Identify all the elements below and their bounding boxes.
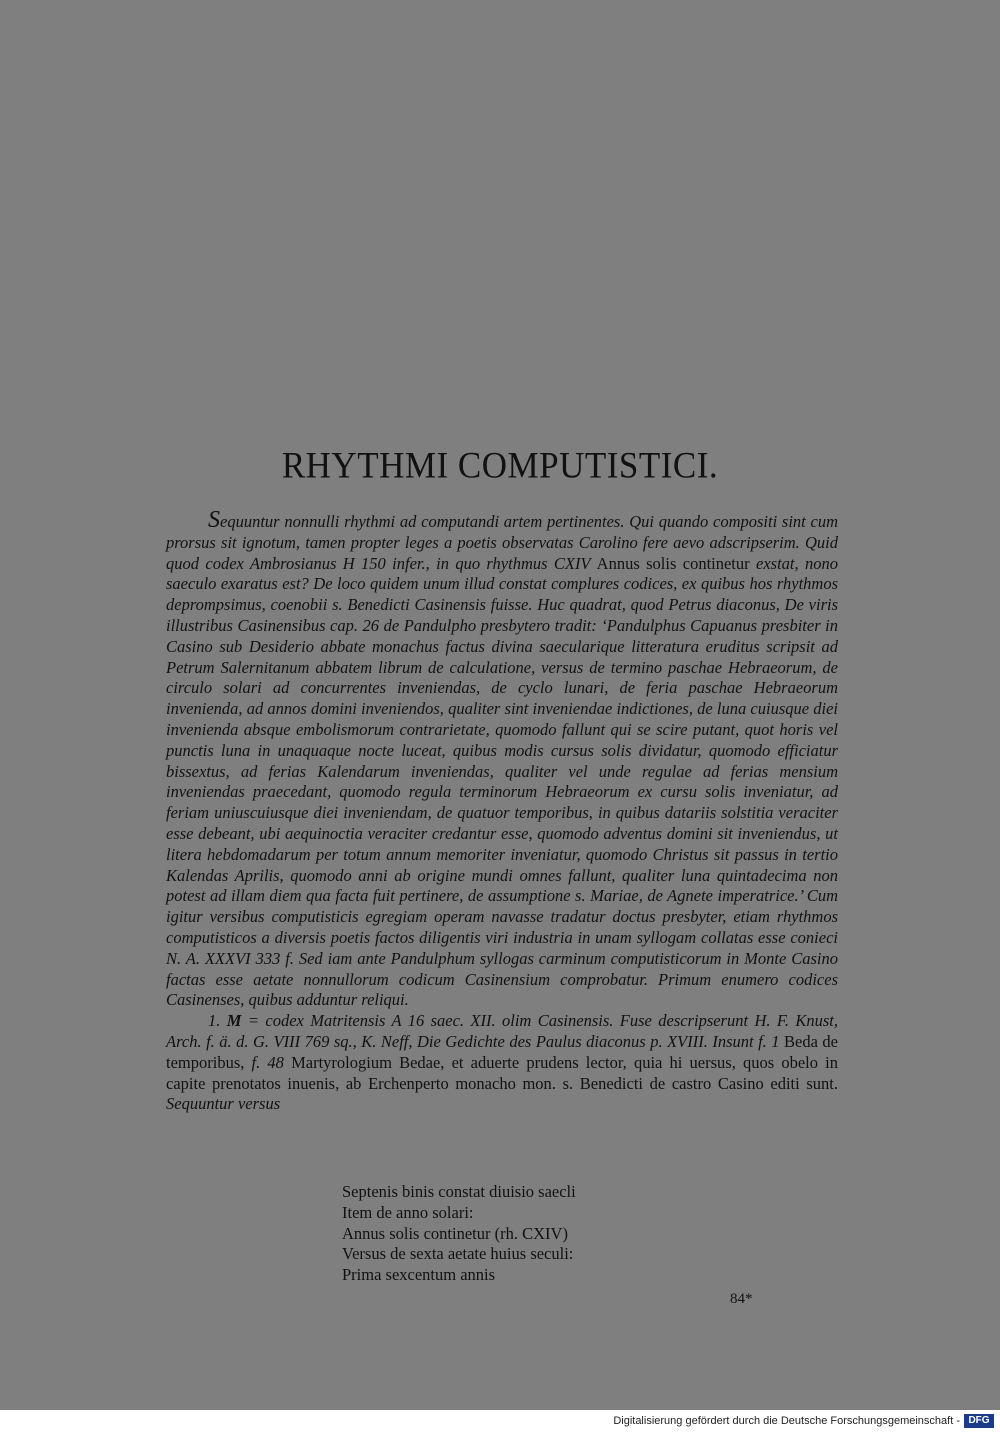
item1-segment: 1. (208, 1011, 227, 1031)
verse-list (342, 1182, 576, 1286)
item-1-paragraph (166, 1011, 838, 1115)
item1-segment: Sequuntur versus (166, 1094, 281, 1114)
drop-cap: S (208, 507, 220, 533)
item1-segment: M (226, 1011, 242, 1031)
item1-segment: Beda de temporibus, (166, 1031, 838, 1072)
folio-number: 84* (730, 1291, 753, 1307)
item1-segment: f. 48 (251, 1052, 292, 1072)
intro-segment: exstat, nono saeculo exaratus est? De loco quidem unum illud constat complures codices, ex quibus hos rhythmos deprompsimus, coenobii s. Benedicti Casinensis fuisse. Huc quadrat, quod Petrus diaconus, De viris illustribus Casinensibus cap. 26 de Pandulpho presbytero tradit: ‘Pandulphus Capuanus presbiter in Casino sub Desiderio abbate monachus factus divina saecularique litteratura eruditus scripsit ad Petrum Salernitanum abbatem librum de calculatione, versus de termino paschae Hebraeorum, de circulo solari ad concurrentes inveniendas, de cyclo lunari, de feria paschae Hebraeorum invenienda, ad annos domini inveniendos, qualiter sint inveniendae indictiones, de luna cuiusque diei invenienda absque embolismorum contrarietate, quomodo fallunt qui se scire putant, quot horis vel punctis luna in unaquaque nocte luceat, quibus modis cursus solis dividatur, quomodo efficiatur bissextus, ad ferias Kalendarum inveniendas, qualiter vel unde regulae ad ferias mensium inveniendas praecedant, quomodo regula terminorum Hebraeorum ex cursu solis inveniatur, ad feriam uniuscuiusque diei inveniendam, de quatuor temporibus, in quibus datariis solstitia veraciter esse debeant, ubi aequinoctia veraciter credantur esse, quomodo adventus domini sit inveniendus, ut litera hebdomadarum per totum annum memoriter inveniatur, quomodo Christus sit passus in tertio Kalendas Aprilis, quomodo anni ab origine mundi omnes fallunt, qualiter luna quintadecima non potest ad illam diem qua facta fuit pertinere, de assumptione s. Mariae, de Agnete imperatrice.’ Cum igitur versibus computisticis egregiam operam navasse tradatur doctus presbyter, etiam rhythmos computisticos a diversis poetis factos diligentis viri industria in unam syllogam collatas esse conieci N. A. XXXVI 333 f. Sed iam ante Pandulphum syllogas carminum computisticorum in Monte Casino factas esse aetate nonnullorum codicum Casinensium comprobatur. Primum enumero codices Casinenses, quibus adduntur reliqui. (166, 553, 838, 1010)
intro-segment: Annus solis continetur (596, 553, 757, 573)
item1-segment: = codex Matritensis A 16 saec. XII. olim Casinensis. Fuse descripserunt H. F. Knust, Arch. f. ä. d. G. VIII 769 sq., K. Neff, Die Gedichte des Paulus diaconus p. XVIII. Insunt f. 1 (166, 1011, 839, 1051)
footer-credit: Digitalisierung gefördert durch die Deutsche Forschungsgemeinschaft - (613, 1415, 960, 1427)
dfg-logo-icon: DFG (964, 1414, 994, 1428)
verse-line: Versus de sexta aetate huius seculi: (342, 1244, 574, 1264)
intro-segment: equuntur nonnulli rhythmi ad computandi artem pertinentes. Qui quando compositi sint cum prorsus sit ignotum, tamen propter leges a poetis observatas Carolino fere aevo adscripserim. Quid quod codex Ambrosianus H 150 infer., in quo rhythmus CXIV (166, 512, 838, 573)
intro-paragraph (166, 507, 838, 1011)
verse-line: Prima sexcentum annis (342, 1265, 496, 1285)
verse-line: Septenis binis constat diuisio saecli (342, 1182, 576, 1201)
item1-segment: Martyrologium Bedae, et aduerte prudens lector, quia hi uersus, quos obelo in capite prenotatos inuenis, ab Erchenperto monacho mon. s. Benedicti de castro Casino editi sunt. (166, 1052, 838, 1093)
page-title: RHYTHMI COMPUTISTICI. (281, 445, 719, 486)
verse-line: Item de anno solari: (342, 1202, 474, 1222)
verse-line: Annus solis continetur (rh. CXIV) (342, 1223, 568, 1243)
footer-bar (0, 1410, 1000, 1434)
main-text (166, 507, 839, 1115)
